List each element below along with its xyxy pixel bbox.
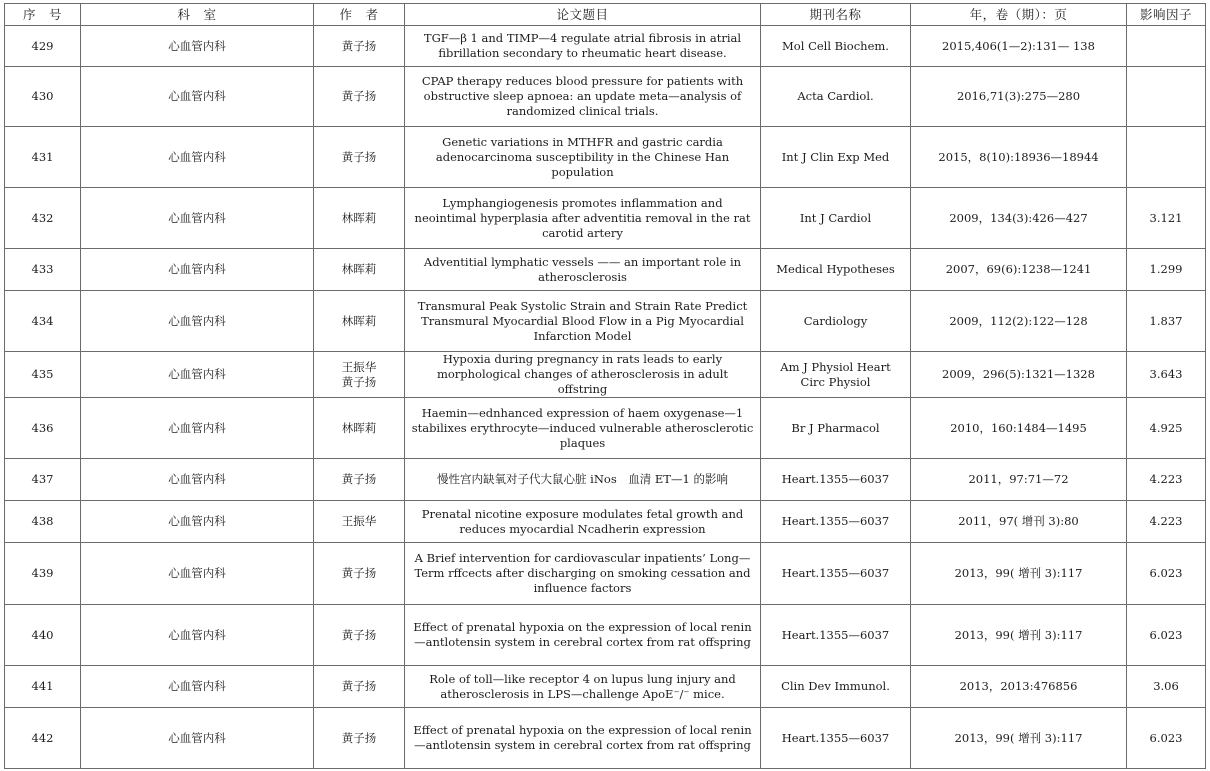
- paper-title-cell: Transmural Peak Systolic Strain and Strain Rate Predict Transmural Myocardial Blood Flow in a Pig Myocardial Infarction Model: [405, 291, 761, 352]
- row-number: 434: [5, 291, 81, 352]
- journal-cell: Heart.1355—6037: [761, 708, 911, 769]
- header-title: 论文题目: [405, 4, 761, 26]
- table-row: [5, 605, 1206, 666]
- citation-cell: 2013，99( 增刊 3):117: [911, 543, 1127, 605]
- paper-title-cell: Lymphangiogenesis promotes inflammation and neointimal hyperplasia after adventitia removal in the rat carotid artery: [405, 188, 761, 249]
- journal-cell: Heart.1355—6037: [761, 605, 911, 666]
- citation-cell: 2010，160:1484—1495: [911, 398, 1127, 459]
- department-cell: 心血管内科: [81, 398, 314, 459]
- author-name: 黄子扬: [341, 149, 377, 164]
- table-row: [5, 352, 1206, 398]
- row-number: 441: [5, 666, 81, 708]
- citation-cell: 2016,71(3):275—280: [911, 67, 1127, 127]
- journal-cell: Am J Physiol Heart Circ Physiol: [761, 352, 911, 398]
- document-page: [4, 3, 1205, 769]
- journal-cell: Int J Clin Exp Med: [761, 127, 911, 188]
- department-cell: 心血管内科: [81, 543, 314, 605]
- author-name: 王振华: [341, 514, 377, 528]
- impact-factor-cell: [1127, 127, 1206, 188]
- row-number: 433: [5, 249, 81, 291]
- row-number: 430: [5, 67, 81, 127]
- row-number: 436: [5, 398, 81, 459]
- citation-cell: 2009，296(5):1321—1328: [911, 352, 1127, 398]
- author-name: 林晖莉: [341, 210, 377, 225]
- paper-title-cell: TGF—β 1 and TIMP—4 regulate atrial fibrosis in atrial fibrillation secondary to rheumatic heart disease.: [405, 26, 761, 67]
- department-cell: 心血管内科: [81, 67, 314, 127]
- author-cell: [314, 459, 405, 501]
- department-cell: 心血管内科: [81, 501, 314, 543]
- table-row: [5, 708, 1206, 769]
- author-name: 林晖莉: [341, 313, 377, 328]
- citation-cell: 2009，134(3):426—427: [911, 188, 1127, 249]
- author-name: 黄子扬: [341, 679, 377, 693]
- table-row: [5, 398, 1206, 459]
- table-row: [5, 67, 1206, 127]
- paper-title-cell: 慢性宫内缺氧对子代大鼠心脏 iNos 血清 ET—1 的影响: [405, 459, 761, 501]
- author-name: 黄子扬: [341, 472, 377, 486]
- row-number: 437: [5, 459, 81, 501]
- row-number: 432: [5, 188, 81, 249]
- impact-factor-cell: 3.121: [1127, 188, 1206, 249]
- paper-title-cell: Effect of prenatal hypoxia on the expression of local renin—antlotensin system in cerebral cortex from rat offspring: [405, 605, 761, 666]
- journal-cell: Br J Pharmacol: [761, 398, 911, 459]
- citation-cell: 2015，8(10):18936—18944: [911, 127, 1127, 188]
- table-row: [5, 291, 1206, 352]
- author-name: 黄子扬: [341, 89, 377, 103]
- header-journal: 期刊名称: [761, 4, 911, 26]
- paper-title-cell: A Brief intervention for cardiovascular inpatients’ Long—Term rffcects after discharging on smoking cessation and influence factors: [405, 543, 761, 605]
- author-name: 黄子扬: [341, 730, 377, 745]
- author-cell: [314, 188, 405, 249]
- department-cell: 心血管内科: [81, 188, 314, 249]
- journal-cell: Heart.1355—6037: [761, 501, 911, 543]
- journal-cell: Clin Dev Immunol.: [761, 666, 911, 708]
- author-cell: [314, 543, 405, 605]
- impact-factor-cell: 3.06: [1127, 666, 1206, 708]
- table-row: [5, 666, 1206, 708]
- author-cell: [314, 127, 405, 188]
- publication-table: [4, 3, 1206, 769]
- citation-cell: 2009，112(2):122—128: [911, 291, 1127, 352]
- impact-factor-cell: 6.023: [1127, 708, 1206, 769]
- journal-cell: Heart.1355—6037: [761, 459, 911, 501]
- author-cell: [314, 67, 405, 127]
- paper-title-cell: Genetic variations in MTHFR and gastric cardia adenocarcinoma susceptibility in the Chinese Han population: [405, 127, 761, 188]
- table-row: [5, 459, 1206, 501]
- journal-cell: Medical Hypotheses: [761, 249, 911, 291]
- department-cell: 心血管内科: [81, 291, 314, 352]
- department-cell: 心血管内科: [81, 352, 314, 398]
- author-name: 黄子扬: [341, 566, 377, 580]
- row-number: 442: [5, 708, 81, 769]
- table-row: [5, 501, 1206, 543]
- citation-cell: 2015,406(1—2):131— 138: [911, 26, 1127, 67]
- author-name: 林晖莉: [341, 262, 377, 276]
- impact-factor-cell: 6.023: [1127, 543, 1206, 605]
- department-cell: 心血管内科: [81, 666, 314, 708]
- citation-cell: 2013，99( 增刊 3):117: [911, 708, 1127, 769]
- author-cell: [314, 26, 405, 67]
- paper-title-cell: Haemin—ednhanced expression of haem oxygenase—1 stabilixes erythrocyte—induced vulnerable atherosclerotic plaques: [405, 398, 761, 459]
- header-citation: 年，卷（期）：页: [911, 4, 1127, 26]
- author-cell: [314, 708, 405, 769]
- author-cell: [314, 398, 405, 459]
- row-number: 431: [5, 127, 81, 188]
- table-row: [5, 127, 1206, 188]
- department-cell: 心血管内科: [81, 26, 314, 67]
- impact-factor-cell: 6.023: [1127, 605, 1206, 666]
- department-cell: 心血管内科: [81, 459, 314, 501]
- table-row: [5, 249, 1206, 291]
- header-no: 序 号: [5, 4, 81, 26]
- author-cell: [314, 352, 405, 398]
- author-cell: [314, 249, 405, 291]
- author-name: 黄子扬: [341, 627, 377, 642]
- citation-cell: 2007，69(6):1238—1241: [911, 249, 1127, 291]
- journal-cell: Int J Cardiol: [761, 188, 911, 249]
- department-cell: 心血管内科: [81, 708, 314, 769]
- header-row: [5, 4, 1206, 26]
- department-cell: 心血管内科: [81, 127, 314, 188]
- header-dept: 科 室: [81, 4, 314, 26]
- impact-factor-cell: 4.223: [1127, 459, 1206, 501]
- impact-factor-cell: 1.837: [1127, 291, 1206, 352]
- impact-factor-cell: 4.223: [1127, 501, 1206, 543]
- journal-cell: Heart.1355—6037: [761, 543, 911, 605]
- author-name: 黄子扬: [341, 374, 377, 389]
- impact-factor-cell: [1127, 26, 1206, 67]
- row-number: 429: [5, 26, 81, 67]
- citation-cell: 2013，2013:476856: [911, 666, 1127, 708]
- table-body: [5, 26, 1206, 769]
- author-name: 黄子扬: [341, 38, 377, 53]
- author-name: 林晖莉: [341, 420, 377, 435]
- department-cell: 心血管内科: [81, 605, 314, 666]
- author-cell: [314, 605, 405, 666]
- citation-cell: 2011，97( 增刊 3):80: [911, 501, 1127, 543]
- journal-cell: Acta Cardiol.: [761, 67, 911, 127]
- paper-title-cell: CPAP therapy reduces blood pressure for patients with obstructive sleep apnoea: an update meta—analysis of randomized clinical trials.: [405, 67, 761, 127]
- table-row: [5, 188, 1206, 249]
- citation-cell: 2011，97:71—72: [911, 459, 1127, 501]
- header-impact: 影响因子: [1127, 4, 1206, 26]
- author-cell: [314, 291, 405, 352]
- row-number: 439: [5, 543, 81, 605]
- citation-cell: 2013，99( 增刊 3):117: [911, 605, 1127, 666]
- journal-cell: Mol Cell Biochem.: [761, 26, 911, 67]
- author-cell: [314, 501, 405, 543]
- impact-factor-cell: [1127, 67, 1206, 127]
- impact-factor-cell: 1.299: [1127, 249, 1206, 291]
- row-number: 435: [5, 352, 81, 398]
- table-row: [5, 543, 1206, 605]
- paper-title-cell: Role of toll—like receptor 4 on lupus lung injury and atherosclerosis in LPS—challenge ApoE⁻/⁻ mice.: [405, 666, 761, 708]
- paper-title-cell: Adventitial lymphatic vessels —— an important role in atherosclerosis: [405, 249, 761, 291]
- impact-factor-cell: 3.643: [1127, 352, 1206, 398]
- paper-title-cell: Prenatal nicotine exposure modulates fetal growth and reduces myocardial Ncadherin expression: [405, 501, 761, 543]
- row-number: 440: [5, 605, 81, 666]
- author-cell: [314, 666, 405, 708]
- row-number: 438: [5, 501, 81, 543]
- table-row: [5, 26, 1206, 67]
- author-name: 王振华: [341, 359, 377, 374]
- header-author: 作 者: [314, 4, 405, 26]
- impact-factor-cell: 4.925: [1127, 398, 1206, 459]
- department-cell: 心血管内科: [81, 249, 314, 291]
- paper-title-cell: Effect of prenatal hypoxia on the expression of local renin—antlotensin system in cerebral cortex from rat offspring: [405, 708, 761, 769]
- journal-cell: Cardiology: [761, 291, 911, 352]
- paper-title-cell: Hypoxia during pregnancy in rats leads to early morphological changes of atherosclerosis in adult offstring: [405, 352, 761, 398]
